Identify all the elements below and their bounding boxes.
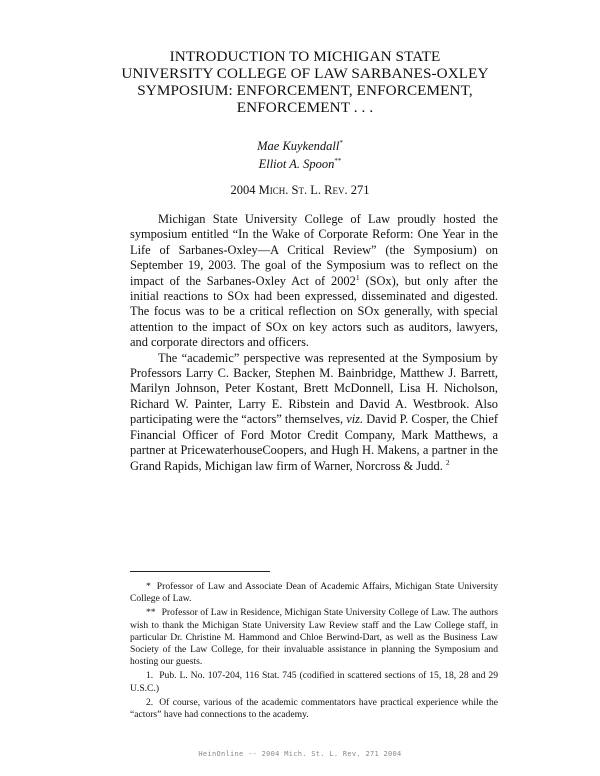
author-block — [200, 136, 400, 172]
title-line: ENFORCEMENT . . . — [236, 99, 374, 116]
paragraph-text: The “academic” perspective was represented at the Symposium by Professors Larry C. Backer, Stephen M. Bainbridge, Matthew J. Barrett, Marilyn Johnson, Peter Kostant, Brett McDonnell, Lisa H. Nicholson, Richard W. Painter, Larry E. Ribstein and David A. Westbrook. Also participating were the “actors” themselves, — [130, 350, 498, 427]
footnote — [130, 581, 498, 605]
footnote — [130, 697, 498, 721]
footnotes — [130, 581, 498, 723]
footnote-ref[interactable]: 2 — [445, 457, 450, 467]
italic-text: viz. — [346, 412, 364, 427]
footnote-text: Professor of Law in Residence, Michigan State University College of Law. The authors wish to thank the Michigan State University Law Review staff and the Law College staff, in particular Dr. Christine M. Hammond and Chloe Berwind-Dart, as well as the Business Law Society of the Law College, for their invaluable assistance in planning the Symposium and hosting our guests. — [130, 607, 498, 668]
paragraph-text: Michigan State University College of Law proudly hosted the symposium entitled “In the Wake of Corporate Reform: One Year in the Life of Sarbanes-Oxley—A Critical Review” (the Symposium) on September 19, 2003. The goal of the Symposium was to reflect on the impact of the Sarbanes-Oxley Act of 2002 — [130, 212, 498, 288]
footnote-divider — [130, 571, 270, 572]
author-name: Elliot A. Spoon — [258, 157, 335, 172]
page-footer: HeinOnline -- 2004 Mich. St. L. Rev. 271 2004 — [198, 750, 402, 758]
citation-journal: Mich. St. L. Rev. — [258, 183, 348, 197]
paragraph-text: David P. Cosper, the Chief Financial Officer of Ford Motor Credit Company, Mark Matthews, a partner at PricewaterhouseCoopers, and Hugh H. Makens, a partner in the Grand Rapids, Michigan law firm of Warner, Norcross & Judd. — [130, 412, 498, 473]
footnote-text: Of course, various of the academic commentators have practical experience while the “actors” have had connections to the academy. — [130, 696, 498, 721]
title-line: SYMPOSIUM: ENFORCEMENT, ENFORCEMENT, — [137, 82, 473, 99]
footnote-marker[interactable]: * — [339, 139, 343, 147]
footnote-mark: 1. — [146, 670, 154, 682]
body-text — [130, 212, 498, 474]
footnote-marker[interactable]: ** — [334, 157, 342, 166]
footnote — [130, 607, 498, 668]
author-name: Mae Kuykendall — [257, 139, 340, 154]
citation-volume: 2004 — [230, 183, 256, 197]
author-line — [200, 136, 400, 154]
footnote-text: Professor of Law and Associate Dean of Academic Affairs, Michigan State University College of Law. — [130, 581, 498, 605]
citation-page: 271 — [350, 183, 370, 197]
footnote-mark: 2. — [146, 696, 154, 708]
paragraph — [130, 351, 498, 474]
footnote-mark: * — [146, 581, 151, 592]
author-line — [200, 154, 400, 172]
title-line: INTRODUCTION TO MICHIGAN STATE — [169, 48, 441, 65]
paragraph — [130, 212, 498, 351]
title-line: UNIVERSITY COLLEGE OF LAW SARBANES-OXLEY — [121, 65, 489, 82]
footnote-mark: ** — [146, 607, 156, 619]
footnote-ref[interactable]: 1 — [355, 272, 360, 282]
footnote-text: Pub. L. No. 107-204, 116 Stat. 745 (codified in scattered sections of 15, 18, 28 and 29 U.S.C.) — [130, 670, 498, 694]
paragraph-text: (SOx), but only after the initial reactions to SOx had been expressed, disseminated and digested. The focus was to be a critical reflection on SOx generally, with special attention to the impact of SOx on key actors such as auditors, lawyers, and corporate directors and officers. — [130, 273, 498, 350]
article-title — [110, 48, 500, 116]
citation-line — [150, 183, 450, 198]
footnote — [130, 670, 498, 694]
